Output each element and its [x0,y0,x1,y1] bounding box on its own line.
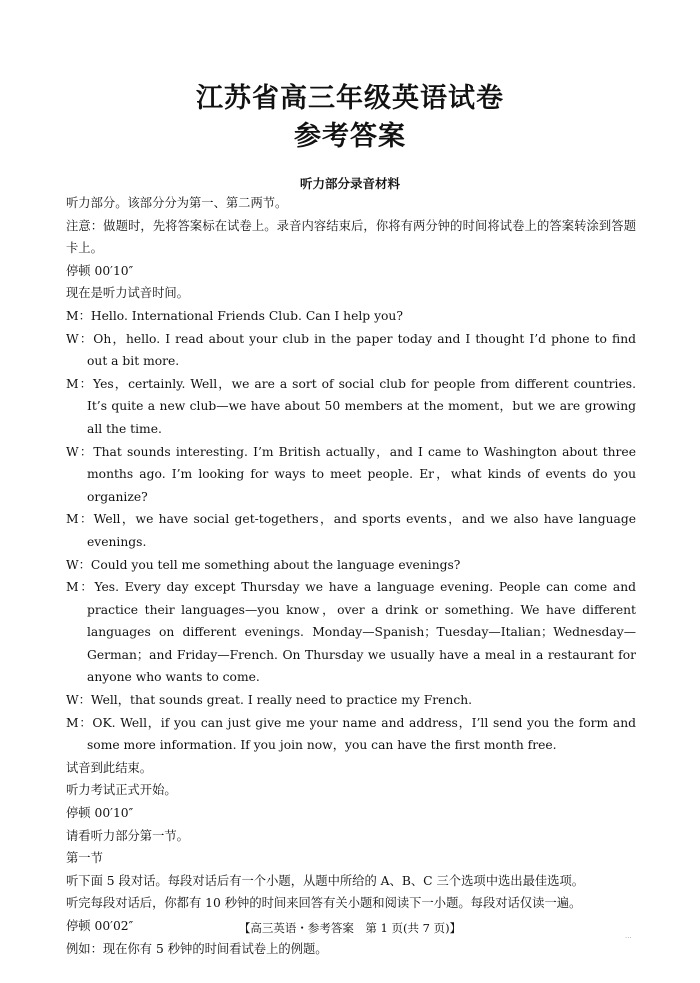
section-one-instruction: 听完每段对话后，你都有 10 秒钟的时间来回答有关小题和阅读下一小题。每段对话仅读一遍。 [66,896,582,911]
answer-key-title: 参考答案 [294,121,406,152]
pause-marker: 停顿 00′10″ [66,263,134,278]
dialogue-line: M：OK. Well，if you can just give me your name and address，I’ll send you the form and some more information. If you join now，you can have the first month free. [66,715,636,753]
dialogue-line: W：That sounds interesting. I’m British actually，and I came to Washington about three months ago. I’m looking for ways to meet people. Er，what kinds of events do you organize? [66,444,636,504]
exam-title: 江苏省高三年级英语试卷 [196,83,504,114]
section-heading: 听力部分录音材料 [299,176,400,191]
dialogue-line: M：Well，we have social get-togethers，and sports events，and we also have language evenings. [66,512,636,549]
section-one-instruction: 听下面 5 段对话。每段对话后有一个小题，从题中所给的 A、B、C 三个选项中选出最佳选项。 [66,873,585,888]
dialogue-line: W：Could you tell me something about the language evenings? [66,557,461,572]
page-footer: 【高三英语・参考答案 第 1 页(共 7 页)】 [238,921,462,935]
section-one-label: 第一节 [66,851,103,866]
instruction-paragraph: 注意：做题时，先将答案标在试卷上。录音内容结束后，你将有两分钟的时间将试卷上的答案转涂到答题卡上。 [66,218,636,256]
intro-line: 听力部分。该部分分为第一、第二两节。 [66,196,288,210]
sound-check-end: 试音到此结束。 [66,760,153,775]
exam-start-line: 听力考试正式开始。 [66,783,177,798]
dialogue-line: W：Oh，hello. I read about your club in the paper today and I thought I’d phone to find out a bit more. [66,331,636,369]
dialogue-line: W：Well，that sounds great. I really need to practice my French. [66,693,473,708]
corner-mark: ... [625,932,632,940]
section-one-note: 请看听力部分第一节。 [66,828,189,843]
transcript-body [66,192,636,960]
pause-marker: 停顿 00′02″ [66,919,134,933]
dialogue-line: M：Hello. International Friends Club. Can I help you? [66,308,403,323]
dialogue-line: M：Yes，certainly. Well，we are a sort of social club for people from different countries. It’s quite a new club—we have about 50 members at the moment，but we are growing all the time. [66,376,636,436]
dialogue-line: M：Yes. Every day except Thursday we have a language evening. People can come and practice their languages—you know，over a drink or something. We have different languages on different evenings. Monday—Spanish；Tuesday—Italian；Wednesday—German；and Friday—French. On Thursday we usually have a meal in a restaurant for anyone who wants to come. [66,580,636,685]
sound-check-line: 现在是听力试音时间。 [66,286,189,301]
example-line: 例如：现在你有 5 秒钟的时间看试卷上的例题。 [66,941,328,956]
pause-marker: 停顿 00′10″ [66,806,134,821]
